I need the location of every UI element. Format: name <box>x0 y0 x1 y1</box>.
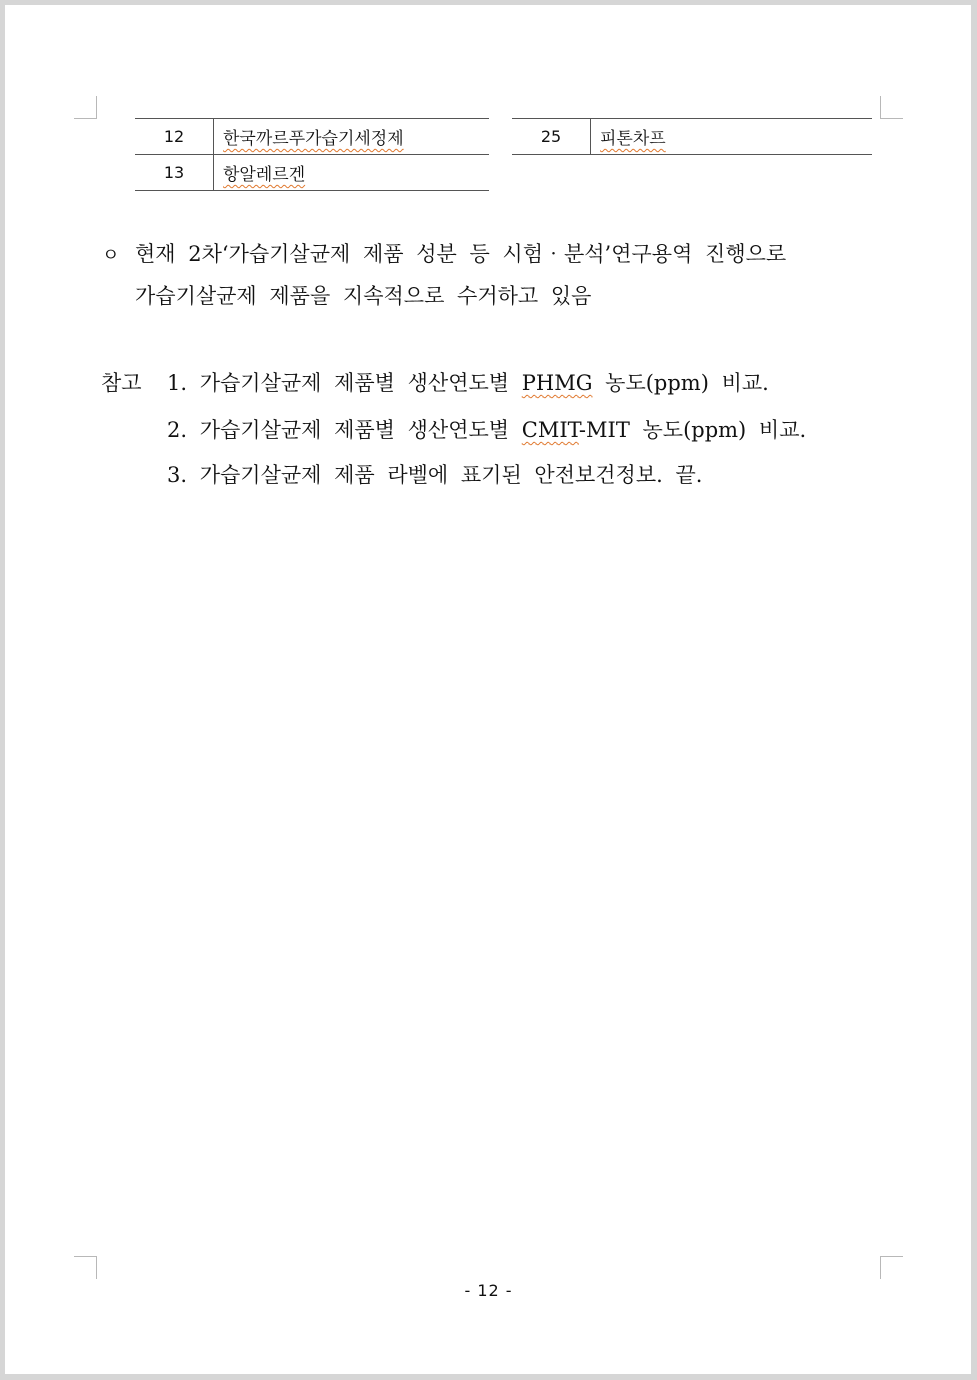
crop-mark-bottom-right <box>880 1256 903 1279</box>
bullet-text-line-1: 현재 2차‘가습기살균제 제품 성분 등 시험‧분석’연구용역 진행으로 <box>135 242 787 266</box>
crop-mark-top-left <box>74 96 97 119</box>
product-table-left <box>135 118 489 191</box>
reference-text: 1. 가습기살균제 제품별 생산연도별 <box>167 371 522 395</box>
reference-item-1 <box>167 367 769 397</box>
product-number: 25 <box>512 119 591 155</box>
crop-mark-bottom-left <box>74 1256 97 1279</box>
bullet-text-line-2: 가습기살균제 제품을 지속적으로 수거하고 있음 <box>135 284 592 308</box>
reference-text: -MIT 농도(ppm) 비교. <box>578 418 807 442</box>
table-row <box>135 119 489 155</box>
page-number: - 12 - <box>464 1281 513 1300</box>
product-name: 피톤차프 <box>600 129 666 149</box>
reference-text: 2. 가습기살균제 제품별 생산연도별 <box>167 418 522 442</box>
reference-item-3: 3. 가습기살균제 제품 라벨에 표기된 안전보건정보. 끝. <box>167 463 703 487</box>
table-row <box>135 155 489 191</box>
reference-term: PHMG <box>521 371 593 395</box>
table-row <box>512 119 872 155</box>
product-number: 13 <box>135 155 214 191</box>
product-table-right <box>512 118 872 155</box>
reference-item-2 <box>167 414 806 444</box>
product-number: 12 <box>135 119 214 155</box>
reference-text: 농도(ppm) 비교. <box>592 371 769 395</box>
product-name: 한국까르푸가습기세정제 <box>223 129 404 149</box>
product-name: 항알레르겐 <box>223 165 306 185</box>
crop-mark-top-right <box>880 96 903 119</box>
bullet-marker: ㅇ <box>102 245 120 266</box>
reference-term: CMIT <box>521 418 579 442</box>
reference-label: 참고 <box>101 371 142 395</box>
document-page <box>5 5 971 1374</box>
